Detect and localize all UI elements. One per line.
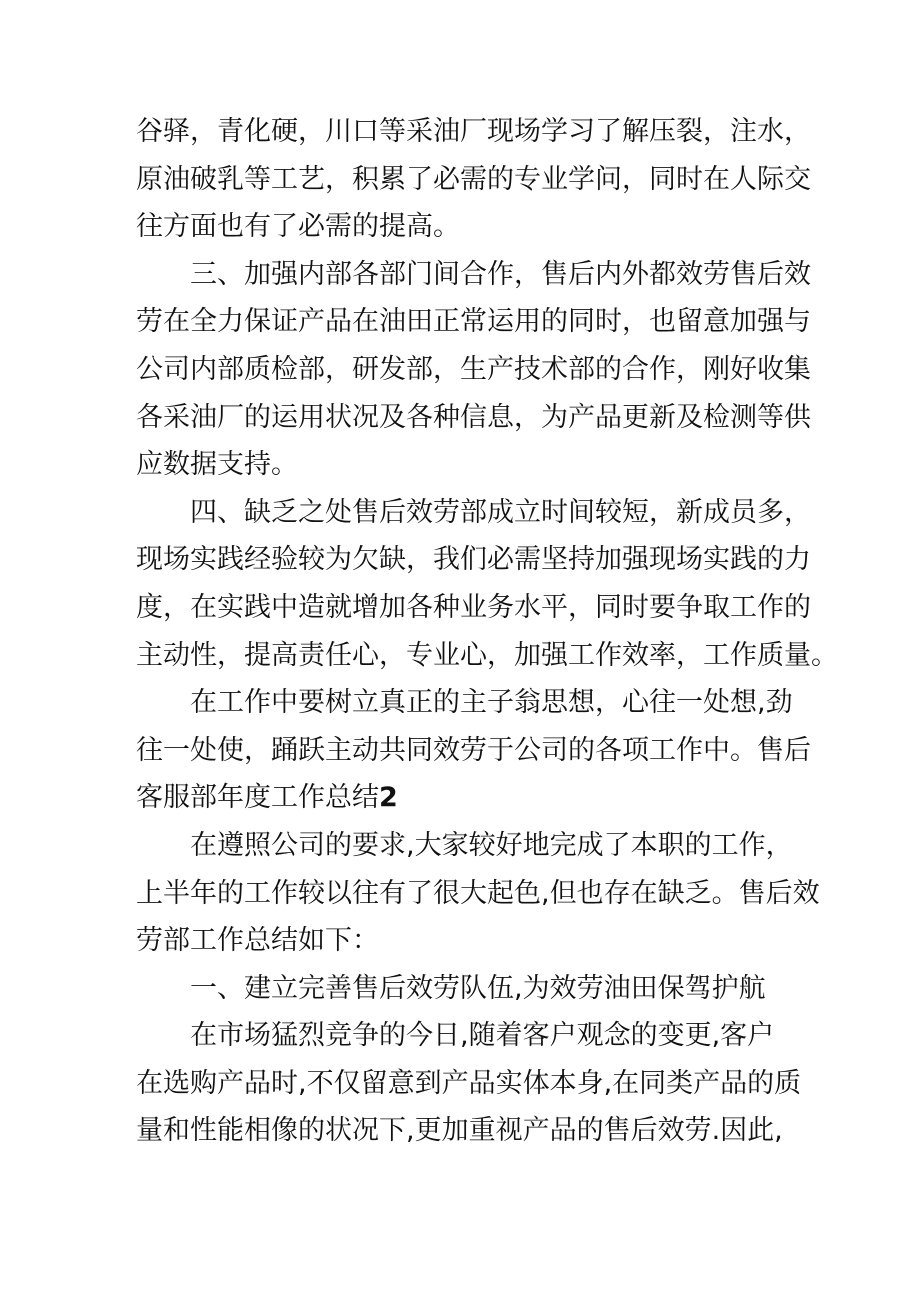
document-line: 原油破乳等工艺，积累了必需的专业学问，同时在人际交 [136, 163, 811, 195]
document-line: 上半年的工作较以往有了很大起色,但也存在缺乏。售后效 [136, 877, 820, 909]
document-body [136, 108, 838, 1155]
document-line: 量和性能相像的状况下,更加重视产品的售后效劳.因此, [136, 1115, 783, 1147]
document-line [136, 774, 816, 822]
document-line: 各采油厂的运用状况及各种信息，为产品更新及检测等供 [136, 401, 811, 433]
document-line: 劳部工作总结如下： [136, 925, 379, 957]
document-line: 在遵照公司的要求,大家较好地完成了本职的工作， [190, 829, 793, 861]
document-line: 在工作中要树立真正的主子翁思想，心往一处想,劲 [190, 687, 793, 719]
document-line: 在选购产品时,不仅留意到产品实体本身,在同类产品的质 [136, 1067, 802, 1099]
document-line: 应数据支持。 [136, 449, 298, 481]
document-line: 四、缺乏之处售后效劳部成立时间较短，新成员多， [190, 496, 811, 528]
document-line: 三、加强内部各部门间合作，售后内外都效劳售后效 [190, 258, 811, 290]
document-line: 现场实践经验较为欠缺，我们必需坚持加强现场实践的力 [136, 544, 811, 576]
document-line: 公司内部质检部，研发部，生产技术部的合作，刚好收集 [136, 353, 811, 385]
document-line: 劳在全力保证产品在油田正常运用的同时，也留意加强与 [136, 306, 811, 338]
document-line: 谷驿，青化硬，川口等采油厂现场学习了解压裂，注水， [136, 116, 811, 147]
document-line: 主动性，提高责任心，专业心，加强工作效率，工作质量。 [136, 639, 838, 671]
document-line: 往方面也有了必需的提高。 [136, 211, 460, 243]
document-line: 在市场猛烈竞争的今日,随着客户观念的变更,客户 [190, 1020, 775, 1052]
document-line: 往一处使，踊跃主动共同效劳于公司的各项工作中。售后 [136, 734, 811, 766]
document-line: 度，在实践中造就增加各种业务水平，同时要争取工作的 [136, 591, 811, 623]
document-line: 一、建立完善售后效劳队伍,为效劳油田保驾护航 [190, 972, 766, 1004]
line-text: 客服部年度工作总结 [136, 782, 379, 814]
section-number: 2 [379, 782, 398, 814]
